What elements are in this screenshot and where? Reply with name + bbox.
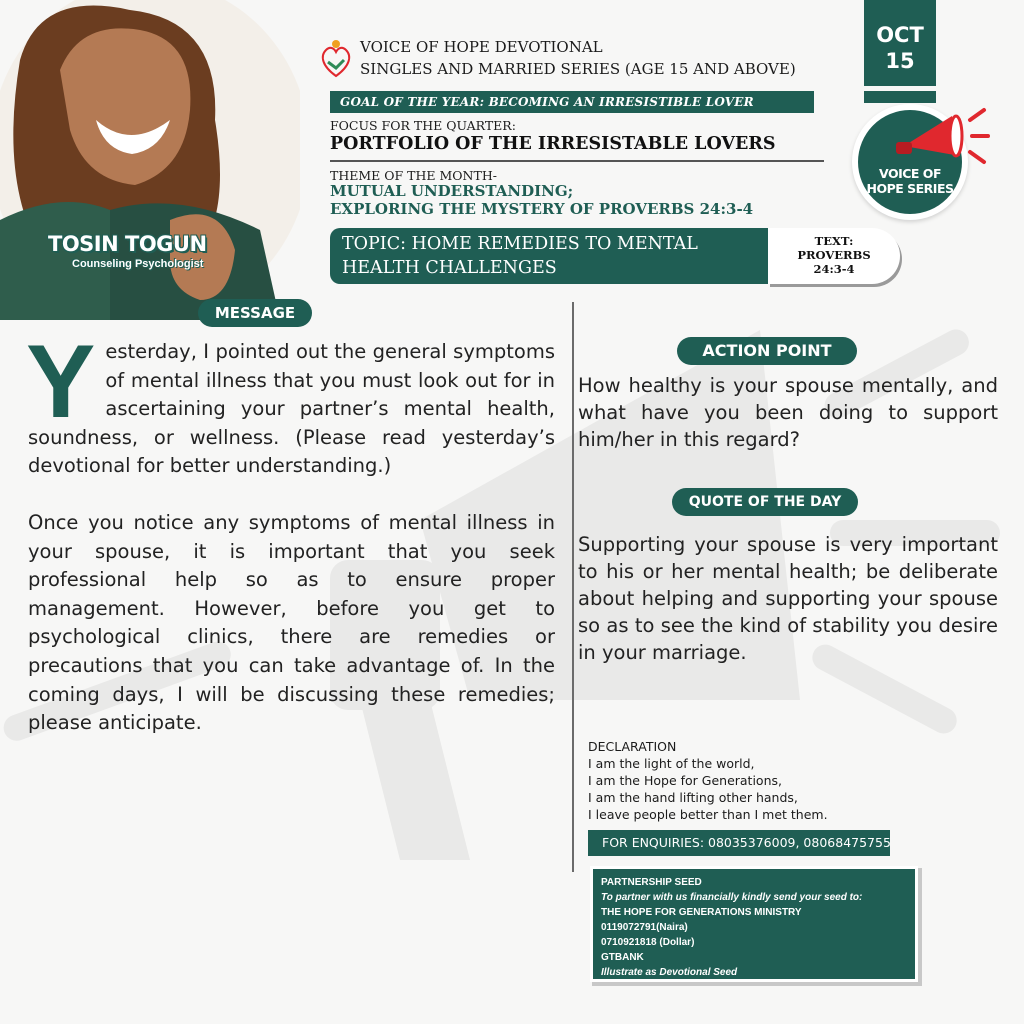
focus-label: FOCUS FOR THE QUARTER:	[330, 118, 516, 133]
header-title: VOICE OF HOPE DEVOTIONAL	[360, 38, 603, 56]
partnership-seed-box	[590, 866, 918, 982]
text-label: TEXT:	[814, 234, 854, 248]
speaker-name: TOSIN TOGUN	[48, 232, 207, 256]
speaker-role: Counseling Psychologist	[72, 258, 204, 270]
quote-text: Supporting your spouse is very important to his or her mental health; be deliberate about helping and supporting your spouse so as to see the kind of stability you desire in your marriage.	[578, 533, 998, 664]
badge-line-2: HOPE SERIES	[866, 181, 954, 196]
declaration	[588, 738, 888, 823]
speaker-portrait	[0, 0, 300, 320]
message-paragraph-1	[26, 324, 555, 481]
message-body	[26, 324, 555, 766]
badge-line-1: VOICE OF	[879, 166, 941, 181]
focus-title: PORTFOLIO OF THE IRRESISTABLE LOVERS	[330, 134, 776, 154]
date-box	[864, 0, 936, 86]
action-point-pill: ACTION POINT	[677, 337, 857, 365]
column-divider	[572, 302, 574, 872]
logo-icon	[318, 38, 354, 78]
message-paragraph-2: Once you notice any symptoms of mental illness in your spouse, it is important that you seek professional help so as to ensure proper management. However, before you get to psychological clinics, there are remedies or precautions that you can take advantage of. In the coming days, I will be discussing these remedies; please anticipate.	[28, 510, 555, 735]
drop-cap: Y	[26, 324, 96, 440]
declaration-line: I am the light of the world,	[588, 756, 755, 771]
megaphone-icon	[890, 106, 990, 170]
quote-of-day-pill: QUOTE OF THE DAY	[672, 488, 858, 516]
partnership-dollar-account: 0710921818 (Dollar)	[601, 937, 695, 948]
partnership-note: Illustrate as Devotional Seed	[601, 967, 738, 978]
header-divider	[330, 160, 824, 162]
header-subtitle: SINGLES AND MARRIED SERIES (AGE 15 AND ABOVE)	[360, 60, 796, 78]
date-day: 15	[885, 49, 915, 73]
date-month: OCT	[876, 23, 924, 47]
enquiries-bar: FOR ENQUIRIES: 08035376009, 08068475755	[588, 830, 890, 856]
message-paragraph-1-text: esterday, I pointed out the general symptoms of mental illness that you must look out for in ascertaining your partner’s mental health, soundness, or wellness. (Please read yesterday’s devotional for better understanding.)	[28, 340, 555, 478]
action-point-text: How healthy is your spouse mentally, and what have you been doing to support him/her in this regard?	[578, 374, 998, 451]
declaration-title: DECLARATION	[588, 739, 677, 754]
date-strip	[864, 91, 936, 103]
partnership-intro: To partner with us financially kindly send your seed to:	[601, 892, 863, 903]
message-pill: MESSAGE	[198, 299, 312, 327]
text-ref-2: 24:3-4	[813, 262, 855, 276]
theme-line-1: MUTUAL UNDERSTANDING;	[330, 182, 574, 200]
partnership-ministry: THE HOPE FOR GENERATIONS MINISTRY	[601, 907, 802, 918]
theme-line-2: EXPLORING THE MYSTERY OF PROVERBS 24:3-4	[330, 200, 754, 218]
scripture-text-box	[768, 228, 900, 284]
topic-box	[330, 228, 768, 284]
text-ref-1: PROVERBS	[797, 248, 871, 262]
speaker-photo	[0, 0, 300, 320]
partnership-title: PARTNERSHIP SEED	[601, 877, 702, 888]
partnership-naira-account: 0119072791(Naira)	[601, 922, 688, 933]
declaration-line: I am the Hope for Generations,	[588, 773, 782, 788]
topic-line-2: HEALTH CHALLENGES	[342, 258, 557, 278]
goal-of-year-bar: GOAL OF THE YEAR: BECOMING AN IRRESISTIBLE LOVER	[330, 91, 814, 113]
theme-label: THEME OF THE MONTH-	[330, 168, 497, 183]
declaration-line: I am the hand lifting other hands,	[588, 790, 798, 805]
series-badge-text	[858, 166, 962, 196]
topic-line-1: TOPIC: HOME REMEDIES TO MENTAL	[342, 234, 698, 254]
declaration-line: I leave people better than I met them.	[588, 807, 828, 822]
partnership-bank: GTBANK	[601, 952, 644, 963]
